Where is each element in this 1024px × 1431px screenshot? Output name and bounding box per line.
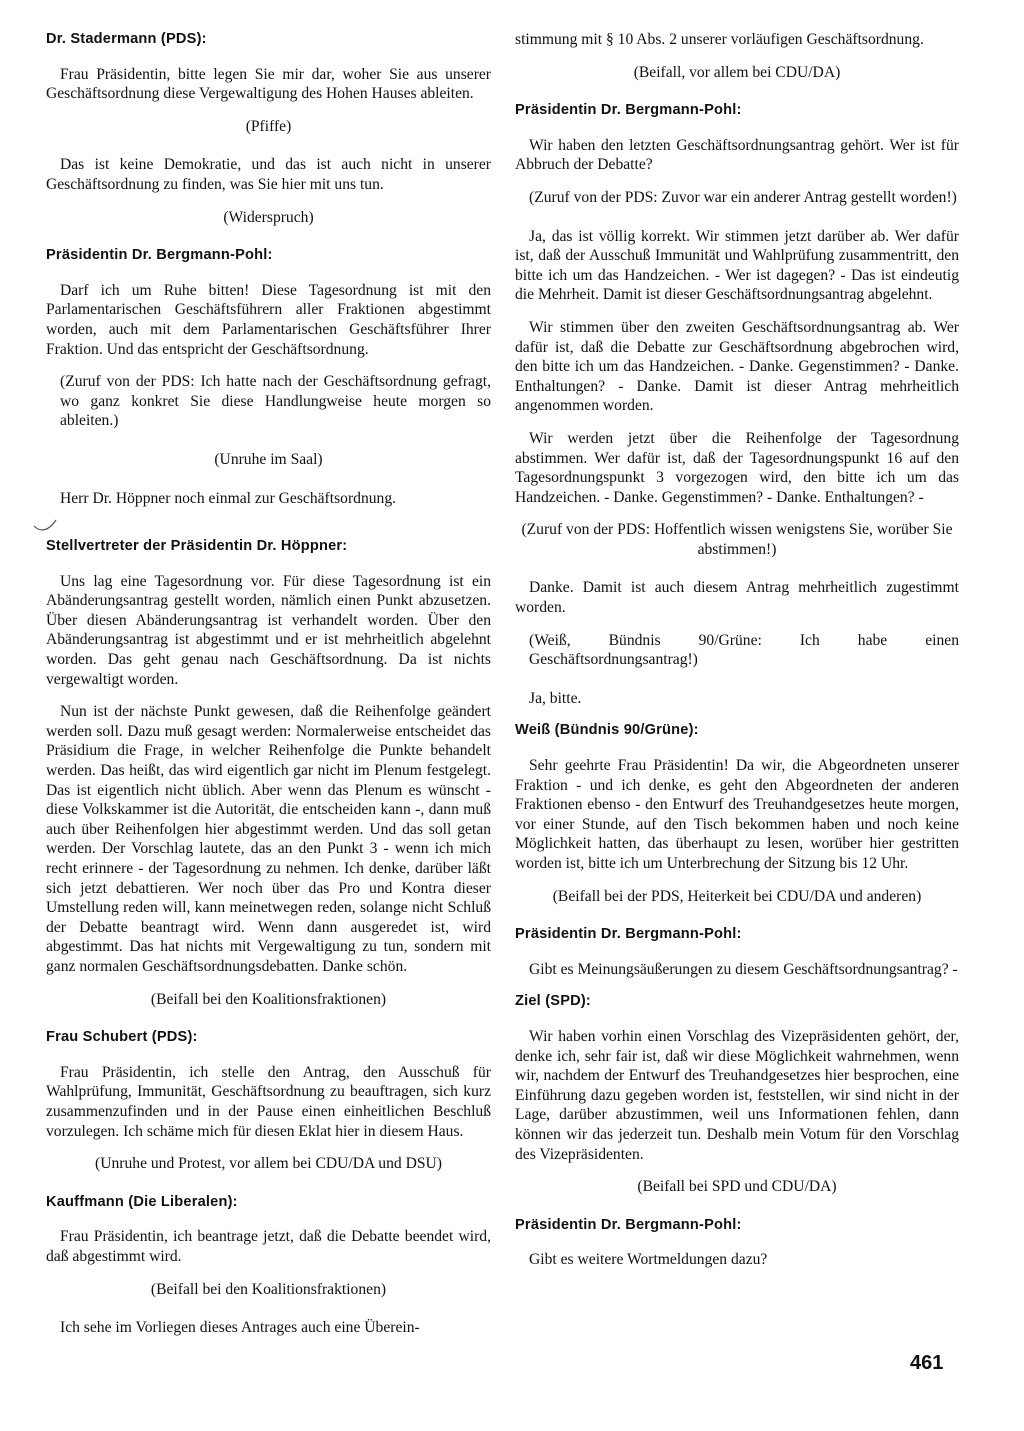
paragraph: Darf ich um Ruhe bitten! Diese Tagesordnung ist mit den Parlamentarischen Geschäftsführern aller Fraktionen abgestimmt worden, auch mit dem Parlamentarischen Geschäftsführer Ihrer Fraktion. Und das entspricht der Geschäftsordnung. [46,281,491,358]
speaker-heading: Stellvertreter der Präsidentin Dr. Höppner: [46,538,348,555]
speaker-heading: Präsidentin Dr. Bergmann-Pohl: [46,247,273,264]
interjection: (Widerspruch) [223,208,314,226]
interjection: (Beifall bei der PDS, Heiterkeit bei CDU/DA und anderen) [552,887,922,905]
speaker-heading: Kauffmann (Die Liberalen): [46,1193,238,1210]
paragraph: Nun ist der nächste Punkt gewesen, daß die Reihenfolge geändert werden soll. Dazu muß gesagt werden: Normalerweise entscheidet das Präsidium die Frage, in welcher Reihenfolge die Punkte behandelt werden. Das heißt, das wird eigentlich gar nicht im Plenum festgelegt. Das ist eigentlich nicht üblich. Aber wenn das Plenum es wünscht - diese Volkskammer ist die Autorität, die entscheiden kann -, dann muß auch über Reihenfolgen hier abgestimmt werden. Und das soll getan werden. Der Vorschlag lautete, das an den Punkt 3 - wenn ich mich recht erinnere - der Tagesordnung zu nehmen. Ich denke, darüber läßt sich jetzt debattieren. Wer noch über das Pro und Kontra dieser Umstellung reden will, kann meinetwegen reden, solange nicht Schluß der Debatte beantragt wird. Wenn dann ausgeredet ist, wird abgestimmt. Das hat nichts mit Vergewaltigung zu tun, sondern mit ganz normalen Geschäftsordnungsdebatten. Danke schön. [46,703,491,975]
speaker-heading: Präsidentin Dr. Bergmann-Pohl: [515,926,742,943]
speaker-heading: Ziel (SPD): [515,993,591,1010]
paragraph: Wir werden jetzt über die Reihenfolge der Tagesordnung abstimmen. Wer dafür ist, daß der Tagesordnungspunkt 16 auf den Tagesordnungspunkt 3 vorgezogen wird, den bitte ich um das Handzeichen. - Danke. Gegenstimmen? - Danke. Enthaltungen? - [515,429,959,506]
paragraph: Ja, das ist völlig korrekt. Wir stimmen jetzt darüber ab. Wer dafür ist, daß der Ausschuß Immunität und Wahlprüfung zusammentritt, den bitte ich um das Handzeichen. - Wer ist dagegen? - Das ist eindeutig die Mehrheit. Damit ist dieser Geschäftsordnungsantrag abgelehnt. [515,227,959,304]
speaker-heading: Präsidentin Dr. Bergmann-Pohl: [515,102,742,119]
interjection: (Beifall bei den Koalitionsfraktionen) [150,990,387,1008]
paragraph: Ich sehe im Vorliegen dieses Antrages auch eine Überein- [60,1319,420,1337]
paragraph: Frau Präsidentin, ich stelle den Antrag, den Ausschuß für Wahlprüfung, Immunität, Geschäftsordnung zu beauftragen, sich kurz zusammenzufinden und in der Pause einen einheitlichen Beschluß vorzulegen. Ich schäme mich für diesen Eklat hier in diesem Haus. [46,1063,491,1140]
paragraph: Wir haben vorhin einen Vorschlag des Vizepräsidenten gehört, der, denke ich, sehr fair ist, daß wir diese Möglichkeit wahrnehmen, wenn wir, nachdem der Entwurf des Treuhandgesetzes hier besprochen, eine Einführung dazu gegeben worden ist, feststellen, wir sind nicht in der Lage, darüber abzustimmen, weil uns Informationen fehlen, dann können wir das jederzeit tun. Deshalb mein Votum für den Vorschlag des Vizepräsidenten. [515,1027,959,1163]
interjection: (Beifall, vor allem bei CDU/DA) [633,63,841,81]
interjection: (Zuruf von der PDS: Zuvor war ein anderer Antrag gestellt worden!) [529,188,957,206]
paragraph: Danke. Damit ist auch diesem Antrag mehrheitlich zugestimmt worden. [515,579,959,617]
interjection: (Beifall bei den Koalitionsfraktionen) [150,1280,387,1298]
interjection: (Zuruf von der PDS: Hoffentlich wissen wenigstens Sie, worüber Sie abstimmen!) [521,521,953,558]
paragraph: Das ist keine Demokratie, und das ist auch nicht in unserer Geschäftsordnung zu finden, was Sie hier mit uns tun. [46,156,491,193]
left-column [46,30,491,1351]
pen-mark-icon [30,512,60,536]
interjection: (Unruhe und Protest, vor allem bei CDU/DA und DSU) [95,1155,442,1173]
interjection: (Beifall bei SPD und CDU/DA) [637,1178,837,1196]
speaker-heading: Dr. Stadermann (PDS): [46,31,207,47]
interjection: (Zuruf von der PDS: Ich hatte nach der Geschäftsordnung gefragt, wo ganz konkret Sie diese Handlungweise heute morgen so ableiten.) [60,373,491,430]
paragraph: Gibt es weitere Wortmeldungen dazu? [529,1251,768,1269]
paragraph: Uns lag eine Tagesordnung vor. Für diese Tagesordnung ist ein Abänderungsantrag gestellt worden, nämlich einen Punkt abzusetzen. Über diesen Abänderungsantrag ist verhandelt worden. Über den Abänderungsantrag ist abgestimmt und er ist mehrheitlich abgelehnt worden. Das geht genau nach Geschäftsordnung. Da ist nichts vergewaltigt worden. [46,572,491,688]
speaker-heading: Frau Schubert (PDS): [46,1029,198,1046]
spacer [46,521,491,537]
right-column [515,30,959,1283]
paragraph: Wir stimmen über den zweiten Geschäftsordnungsantrag ab. Wer dafür ist, daß die Debatte zur Geschäftsordnung abgebrochen wird, den bitte ich um das Handzeichen. - Danke. Gegenstimmen? - Danke. Enthaltungen? - Danke. Damit ist dieser Antrag mehrheitlich angenommen worden. [515,318,959,415]
paragraph: Sehr geehrte Frau Präsidentin! Da wir, die Abgeordneten unserer Fraktion - und ich denke, es geht den Abgeordneten der anderen Fraktionen ebenso - den Entwurf des Treuhandgesetzes heute morgen, vor einer Stunde, auf den Tisch bekommen haben und noch keine Möglichkeit hatten, das überhaupt zu lesen, worüber hier gestritten worden ist, bitte ich um Unterbrechung der Sitzung bis 12 Uhr. [515,757,959,872]
paragraph: stimmung mit § 10 Abs. 2 unserer vorläufigen Geschäftsordnung. [515,31,924,48]
page-number: 461 [910,1352,944,1374]
speaker-heading: Weiß (Bündnis 90/Grüne): [515,722,699,739]
interjection: (Unruhe im Saal) [214,450,323,468]
interjection: (Pfiffe) [245,117,292,135]
paragraph: Frau Präsidentin, bitte legen Sie mir dar, woher Sie aus unserer Geschäftsordnung diese Vergewaltigung des Hohen Hauses ableiten. [46,65,491,103]
interjection: (Weiß, Bündnis 90/Grüne: Ich habe einen Geschäftsordnungsantrag!) [529,631,959,669]
paragraph: Wir haben den letzten Geschäftsordnungsantrag gehört. Wer ist für Abbruch der Debatte? [515,136,959,174]
speaker-heading: Präsidentin Dr. Bergmann-Pohl: [515,1216,742,1233]
paragraph: Gibt es Meinungsäußerungen zu diesem Geschäftsordnungsantrag? - [529,960,958,978]
paragraph: Ja, bitte. [529,689,582,707]
paragraph: Herr Dr. Höppner noch einmal zur Geschäftsordnung. [60,489,397,507]
paragraph: Frau Präsidentin, ich beantrage jetzt, daß die Debatte beendet wird, daß abgestimmt wird. [46,1228,491,1265]
